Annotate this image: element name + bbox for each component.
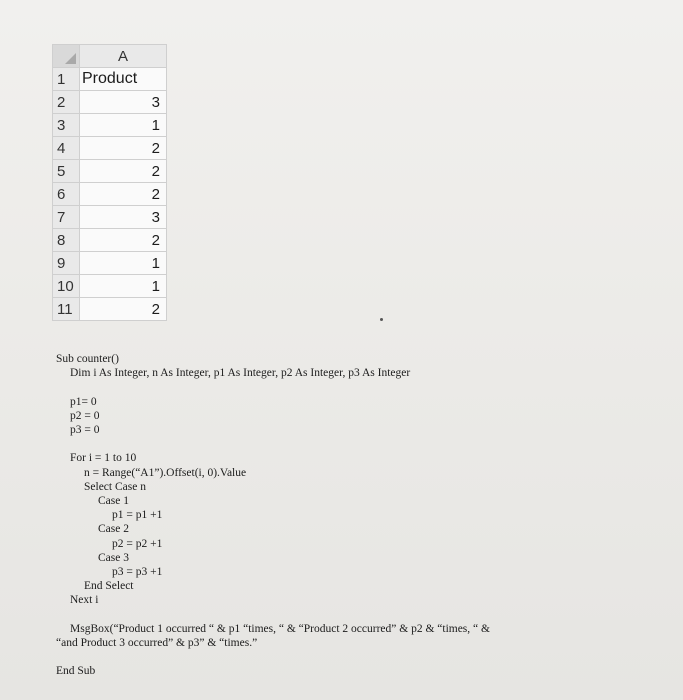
code-line [56,608,490,622]
code-line: Next i [70,594,99,607]
code-line: n = Range(“A1”).Offset(i, 0).Value [84,466,247,479]
code-line [56,650,490,664]
code-line: Case 3 [98,551,129,564]
table-cell[interactable]: 2 [80,137,167,160]
row-header[interactable]: 6 [53,183,80,206]
select-all-corner[interactable] [53,45,80,68]
vba-code-block [56,352,490,679]
code-line [56,380,490,394]
code-line: p2 = 0 [70,409,100,422]
table-cell[interactable]: 2 [80,229,167,252]
table-cell[interactable]: 2 [80,160,167,183]
code-line: p3 = 0 [70,424,100,437]
code-line: Case 1 [98,495,129,508]
table-cell[interactable]: 2 [80,298,167,321]
table-cell[interactable]: 3 [80,206,167,229]
code-line: Dim i As Integer, n As Integer, p1 As Integer, p2 As Integer, p3 As Integer [70,367,411,380]
stray-dot [380,318,383,321]
table-cell[interactable]: 1 [80,252,167,275]
code-line: p1 = p1 +1 [112,509,163,522]
code-line: Case 2 [98,523,129,536]
code-line: MsgBox(“Product 1 occurred “ & p1 “times, “ & “Product 2 occurred” & p2 & “times, “ & [70,622,490,635]
code-line: End Select [84,580,134,593]
cell-a1[interactable]: Product [80,68,167,91]
row-header[interactable]: 3 [53,114,80,137]
code-line: Sub counter() [56,353,119,365]
code-line: “and Product 3 occurred” & p3” & “times.” [56,637,258,650]
code-line: For i = 1 to 10 [70,452,137,465]
code-line [56,437,490,451]
code-line: End Sub [56,665,96,678]
table-cell[interactable]: 1 [80,275,167,298]
code-line: p2 = p2 +1 [112,537,163,550]
code-line: p1= 0 [70,395,97,408]
code-line: p3 = p3 +1 [112,566,163,579]
row-header[interactable]: 4 [53,137,80,160]
row-header[interactable]: 11 [53,298,80,321]
row-header[interactable]: 2 [53,91,80,114]
row-header[interactable]: 7 [53,206,80,229]
row-header[interactable]: 8 [53,229,80,252]
spreadsheet [52,44,167,321]
row-header[interactable]: 1 [53,68,80,91]
row-header[interactable]: 10 [53,275,80,298]
table-cell[interactable]: 2 [80,183,167,206]
table-cell[interactable]: 1 [80,114,167,137]
table-cell[interactable]: 3 [80,91,167,114]
code-line: Select Case n [84,480,146,493]
column-header-a[interactable]: A [80,45,167,68]
row-header[interactable]: 5 [53,160,80,183]
row-header[interactable]: 9 [53,252,80,275]
